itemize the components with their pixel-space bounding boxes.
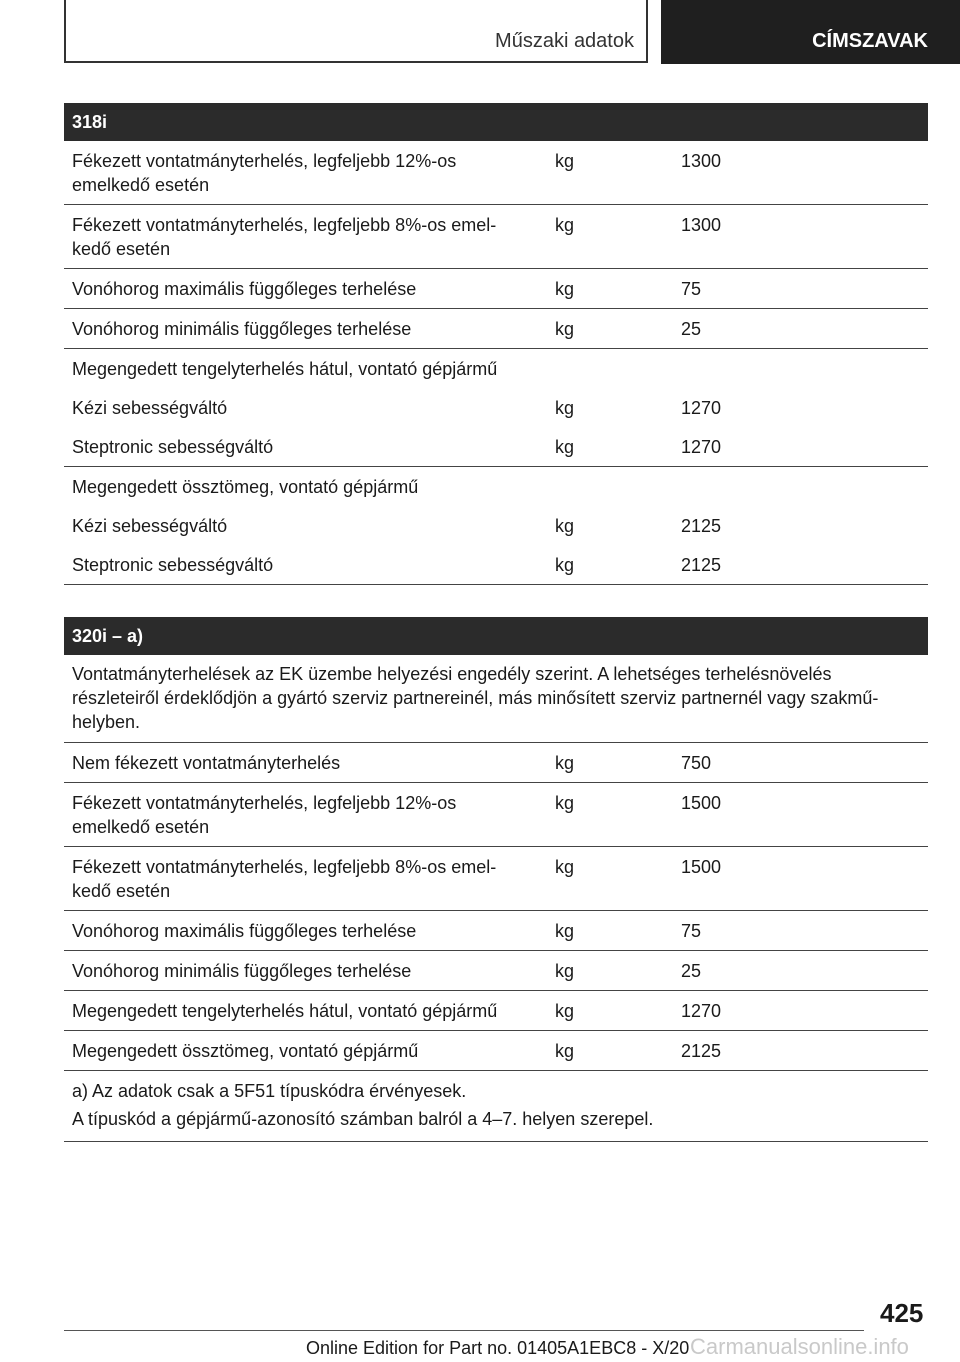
row-label: Vonóhorog minimális függőleges terhelése	[72, 319, 412, 339]
table-row	[64, 427, 928, 467]
row-unit: kg	[555, 279, 575, 299]
edition-text: Online Edition for Part no. 01405A1EBC8 - X/20	[306, 1338, 690, 1358]
row-value: 1270	[681, 1001, 722, 1021]
row-value: 1300	[681, 215, 722, 235]
row-label: Vonóhorog maximális függőleges terhelése	[72, 921, 417, 941]
group-heading-label: Megengedett össztömeg, vontató gépjármű	[72, 477, 419, 497]
group-heading	[64, 349, 928, 388]
row-label: Nem fékezett vontatmányterhelés	[72, 753, 341, 773]
footnotes	[64, 1071, 928, 1142]
row-value: 2125	[681, 516, 722, 536]
section-title-320i: 320i – a)	[64, 617, 928, 655]
row-label: Vonóhorog minimális függőleges terhelése	[72, 961, 412, 981]
table-row	[64, 506, 928, 545]
row-unit: kg	[555, 437, 575, 457]
header-section-tab	[64, 0, 648, 63]
row-value: 2125	[681, 1041, 722, 1061]
row-value: 25	[681, 319, 702, 339]
row-value: 1270	[681, 437, 722, 457]
row-label: Fékezett vontatmányterhelés, legfeljebb 8%-os emel- kedő esetén	[72, 857, 497, 901]
table-row	[64, 743, 928, 783]
table-row	[64, 269, 928, 309]
table-row	[64, 951, 928, 991]
table-row	[64, 783, 928, 847]
footnote-line: A típuskód a gépjármű-azonosító számban balról a 4–7. helyen szerepel.	[72, 1109, 654, 1129]
table-row	[64, 309, 928, 349]
row-unit: kg	[555, 857, 575, 877]
row-label: Steptronic sebességváltó	[72, 555, 274, 575]
table-row	[64, 205, 928, 269]
footnote-line: a) Az adatok csak a 5F51 típuskódra érvényesek.	[72, 1081, 467, 1101]
section-title-318i: 318i	[64, 103, 928, 141]
row-unit: kg	[555, 516, 575, 536]
row-unit: kg	[555, 921, 575, 941]
row-unit: kg	[555, 319, 575, 339]
page-number: 425	[880, 1298, 924, 1328]
row-label: Fékezett vontatmányterhelés, legfeljebb 8%-os emel- kedő esetén	[72, 215, 497, 259]
row-label: Fékezett vontatmányterhelés, legfeljebb 12%-os emelkedő esetén	[72, 151, 457, 195]
row-unit: kg	[555, 555, 575, 575]
table-row	[64, 911, 928, 951]
table-row	[64, 388, 928, 427]
watermark-text: Carmanualsonline.info	[690, 1334, 909, 1359]
row-value: 1500	[681, 793, 722, 813]
row-unit: kg	[555, 753, 575, 773]
group-heading	[64, 467, 928, 506]
table-row	[64, 141, 928, 205]
row-unit: kg	[555, 151, 575, 171]
row-label: Kézi sebességváltó	[72, 516, 228, 536]
row-unit: kg	[555, 961, 575, 981]
header-section-label: Műszaki adatok	[495, 30, 634, 52]
row-value: 75	[681, 279, 702, 299]
row-label: Kézi sebességváltó	[72, 398, 228, 418]
table-row	[64, 847, 928, 911]
row-unit: kg	[555, 1001, 575, 1021]
row-value: 25	[681, 961, 702, 981]
row-label: Megengedett tengelyterhelés hátul, vontató gépjármű	[72, 1001, 498, 1021]
row-unit: kg	[555, 1041, 575, 1061]
row-value: 750	[681, 753, 712, 773]
table-row	[64, 1031, 928, 1071]
row-value: 1500	[681, 857, 722, 877]
row-unit: kg	[555, 215, 575, 235]
row-unit: kg	[555, 398, 575, 418]
towing-note: Vontatmányterhelések az EK üzembe helyezési engedély szerint. A lehetséges terhelésnövelés részleteiről érdeklődjön a gyártó szerviz partnereinél, más minősített szerviz partnernél vagy szakmű- helyben.	[64, 655, 928, 743]
table-320i	[64, 617, 928, 1142]
row-value: 75	[681, 921, 702, 941]
header-chapter-label: CÍMSZAVAK	[812, 30, 928, 52]
table-row	[64, 545, 928, 585]
table-318i	[64, 103, 928, 585]
row-label: Steptronic sebességváltó	[72, 437, 274, 457]
rows-318i	[64, 141, 928, 585]
group-heading-label: Megengedett tengelyterhelés hátul, vontató gépjármű	[72, 359, 498, 379]
table-row	[64, 991, 928, 1031]
footer-divider	[64, 1330, 864, 1331]
row-value: 1300	[681, 151, 722, 171]
row-value: 1270	[681, 398, 722, 418]
row-label: Megengedett össztömeg, vontató gépjármű	[72, 1041, 419, 1061]
header-chapter-tab[interactable]	[661, 0, 960, 64]
row-value: 2125	[681, 555, 722, 575]
row-label: Vonóhorog maximális függőleges terhelése	[72, 279, 417, 299]
rows-320i	[64, 743, 928, 1071]
row-label: Fékezett vontatmányterhelés, legfeljebb 12%-os emelkedő esetén	[72, 793, 457, 837]
row-unit: kg	[555, 793, 575, 813]
